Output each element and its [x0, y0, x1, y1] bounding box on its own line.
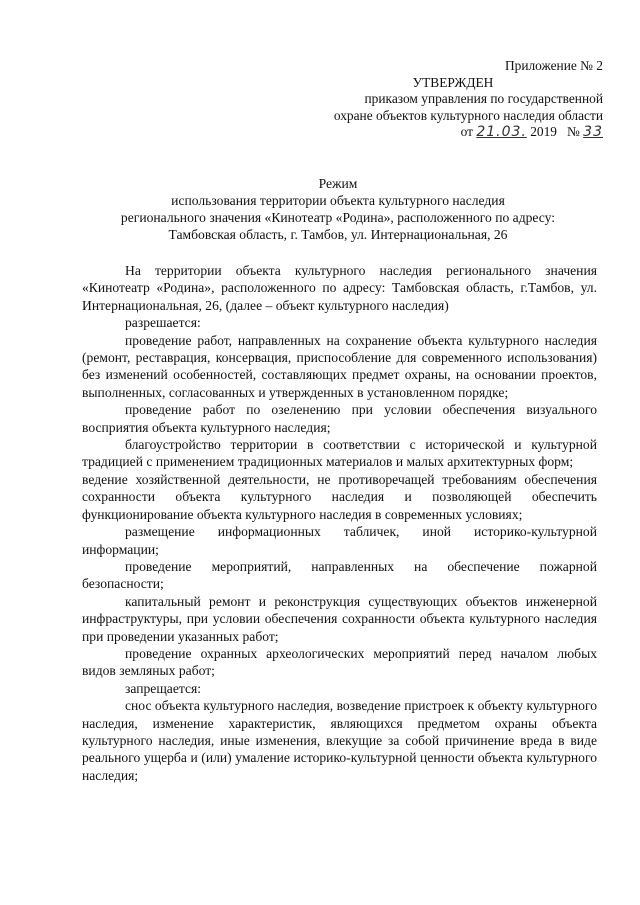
order-line-1: приказом управления по государственной — [364, 91, 603, 106]
title-line-3: регионального значения «Кинотеатр «Родина», расположенного по адресу: — [120, 210, 556, 225]
title-line-2: использования территории объекта культурного наследия — [171, 193, 505, 208]
paragraph: проведение работ по озеленению при условии обеспечения визуального восприятия объекта культурного наследия; — [82, 402, 597, 435]
intro-paragraph: На территории объекта культурного наследия регионального значения «Кинотеатр «Родина», расположенного по адресу: Тамбовская область, г.Тамбов, ул. Интернациональная, 26, (далее – объект культурного наследия) — [82, 263, 597, 313]
appendix-label: Приложение № 2 — [504, 58, 603, 73]
order-date-line — [303, 124, 603, 141]
number-prefix: № — [567, 124, 580, 139]
paragraph: капитальный ремонт и реконструкция существующих объектов инженерной инфраструктуры, при условии обеспечения сохранности объекта культурного наследия при проведении указанных работ; — [82, 593, 597, 644]
document-body — [82, 262, 597, 784]
handwritten-date: 21.03. — [476, 124, 527, 140]
handwritten-number: 33 — [583, 124, 603, 140]
document-title — [80, 175, 596, 243]
order-year: 2019 — [530, 124, 557, 139]
paragraph: проведение охранных археологических мероприятий перед началом любых видов земляных работ; — [82, 645, 597, 679]
prohibited-heading: запрещается: — [125, 680, 202, 696]
paragraph: проведение работ, направленных на сохранение объекта культурного наследия (ремонт, реставрация, консервация, приспособление для современного использования) без изменений особенностей, составляющих предмет охраны, на основании проектов, выполненных, согласованных и утвержденных в установленном порядке; — [82, 332, 597, 400]
paragraph: ведение хозяйственной деятельности, не противоречащей требованиям обеспечения сохранности объекта культурного наследия и позволяющей обеспечить функционирование объекта культурного наследия в современных условиях; — [82, 471, 597, 522]
title-line-4: Тамбовская область, г. Тамбов, ул. Интернациональная, 26 — [168, 227, 508, 242]
date-prefix: от — [460, 124, 473, 139]
paragraph: размещение информационных табличек, иной историко-культурной информации; — [82, 524, 597, 557]
approved-label: УТВЕРЖДЕН — [412, 74, 494, 90]
order-line-2: охране объектов культурного наследия области — [333, 107, 603, 123]
paragraph: проведение мероприятий, направленных на обеспечение пожарной безопасности; — [82, 558, 597, 592]
title-line-1: Режим — [318, 176, 358, 191]
paragraph: снос объекта культурного наследия, возведение пристроек к объекту культурного наследия, изменение характеристик, являющихся предметом охраны объекта культурного наследия, иные изменения, влекущие за собой причинение вреда в виде реального ущерба и (или) умаление историко-культурной ценности объекта культурного наследия; — [82, 698, 597, 783]
allowed-heading: разрешается: — [125, 315, 201, 331]
approval-header — [303, 58, 603, 141]
paragraph: благоустройство территории в соответствии с исторической и культурной традицией с применением традиционных материалов и малых архитектурных форм; — [82, 437, 597, 470]
